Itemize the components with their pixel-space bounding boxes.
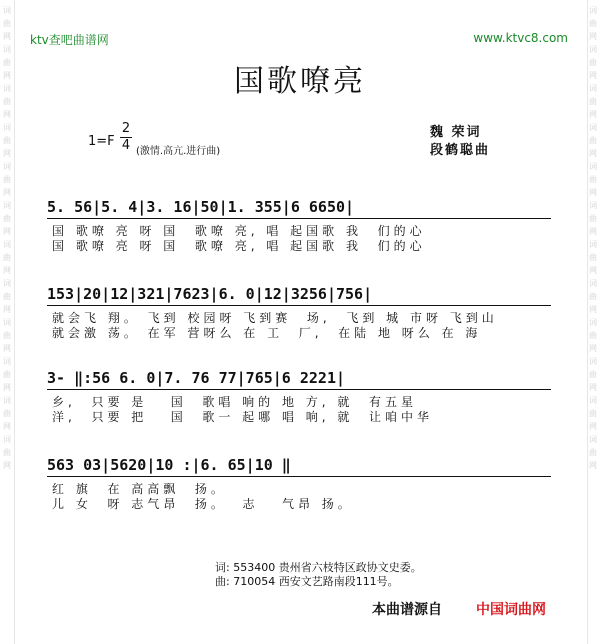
lyric-verse-1: 乡, 只要 是 国 歌唱 响的 地 方, 就 有五星 (52, 395, 418, 409)
time-numerator: 2 (121, 121, 131, 136)
notation-line: 3- ‖:56 6. 0|7. 76 77|765|6 2221| (47, 367, 551, 390)
lyric-verse-1: 红 旗 在 高高飘 扬。 (52, 482, 227, 496)
notation-line: 5. 56|5. 4|3. 16|50|1. 355|6 6650| (47, 196, 551, 219)
watermark-right: 词曲网词曲网词曲网词曲网词曲网词曲网词曲网词曲网词曲网词曲网词曲网词曲网 (589, 6, 597, 470)
watermark-left: 词曲网词曲网词曲网词曲网词曲网词曲网词曲网词曲网词曲网词曲网词曲网词曲网 (3, 6, 11, 470)
notation-line: 563 03|5620|10 :|6. 65|10 ‖ (47, 454, 551, 477)
time-signature (120, 122, 132, 153)
composer-credit: 段鹤聪曲 (430, 143, 491, 158)
tempo-mark: (激情.高亢.进行曲) (136, 146, 221, 157)
notation-line: 153|20|12|321|7623|6. 0|12|3256|756| (47, 283, 551, 306)
lyric-verse-1: 国 歌嘹 亮 呀 国 歌嘹 亮, 唱 起国歌 我 们的心 (52, 224, 426, 238)
lyricist-address: 词: 553400 贵州省六枝特区政协文史委。 (215, 561, 422, 574)
lyric-verse-2: 国 歌嘹 亮 呀 国 歌嘹 亮, 唱 起国歌 我 们的心 (52, 239, 426, 253)
lyricist-credit: 魏 荣词 (430, 125, 482, 140)
time-denominator: 4 (121, 138, 131, 153)
lyric-verse-1: 就会飞 翔。 飞到 校园呀 飞到赛 场, 飞到 城 市呀 飞到山 (52, 311, 498, 325)
lyric-verse-2: 洋, 只要 把 国 歌一 起哪 唱 响, 就 让咱中华 (52, 410, 434, 424)
site-url-right[interactable]: www.ktvc8.com (473, 31, 568, 45)
composer-address: 曲: 710054 西安文艺路南段111号。 (215, 575, 399, 588)
lyric-verse-2: 就会激 荡。 在军 营呀么 在 工 厂, 在陆 地 呀么 在 海 (52, 326, 482, 340)
site-name-left[interactable]: ktv查吧曲谱网 (30, 33, 109, 47)
source-label: 本曲谱源自 (372, 602, 442, 618)
key-signature: 1=F (88, 134, 115, 149)
song-title: 国歌嘹亮 (234, 64, 366, 99)
source-site-link[interactable]: 中国词曲网 (476, 602, 546, 618)
lyric-verse-2: 儿 女 呀 志气昂 扬。 志 气昂 扬。 (52, 497, 354, 511)
